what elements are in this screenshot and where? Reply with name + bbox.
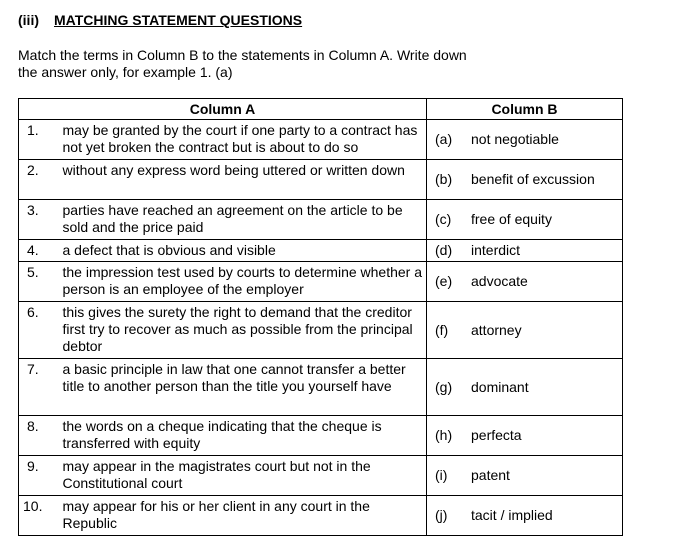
term-letter: (i) (435, 467, 448, 483)
section-heading (18, 12, 302, 28)
statement-number: 2. (19, 160, 45, 200)
statement-number: 1. (19, 120, 45, 160)
section-title: MATCHING STATEMENT QUESTIONS (54, 12, 303, 28)
table-row (19, 416, 623, 456)
table-row (19, 359, 623, 416)
statement-number: 5. (19, 262, 45, 302)
instructions (18, 47, 678, 81)
statement-text: may appear in the magistrates court but not in the Constitutional court (45, 456, 427, 496)
table-row (19, 302, 623, 359)
term-text: perfecta (471, 427, 522, 443)
statement-number: 10. (19, 496, 45, 536)
column-a-header: Column A (19, 99, 427, 120)
statement-number: 8. (19, 416, 45, 456)
term-cell (427, 496, 623, 536)
term-text: free of equity (471, 211, 552, 227)
term-cell (427, 302, 623, 359)
table-row (19, 240, 623, 262)
statement-number: 7. (19, 359, 45, 416)
term-text: not negotiable (471, 131, 559, 147)
table-row (19, 496, 623, 536)
table-row (19, 160, 623, 200)
matching-table (18, 98, 623, 536)
term-cell (427, 200, 623, 240)
term-text: attorney (471, 321, 522, 338)
statement-number: 6. (19, 302, 45, 359)
statement-text: a basic principle in law that one cannot transfer a better title to another person than the title you yourself have (45, 359, 427, 416)
term-text: dominant (471, 378, 529, 395)
term-cell (427, 359, 623, 416)
term-letter: (d) (435, 242, 453, 258)
term-letter: (e) (435, 273, 453, 289)
statement-number: 9. (19, 456, 45, 496)
term-letter: (b) (435, 171, 453, 187)
table-row (19, 200, 623, 240)
term-letter: (g) (435, 378, 453, 395)
term-cell (427, 120, 623, 160)
table-row (19, 262, 623, 302)
term-cell (427, 240, 623, 262)
statement-text: the words on a cheque indicating that the cheque is transferred with equity (45, 416, 427, 456)
term-cell (427, 456, 623, 496)
statement-number: 4. (19, 240, 45, 262)
term-cell (427, 262, 623, 302)
statement-text: this gives the surety the right to demand that the creditor first try to recover as much as possible from the principal debtor (45, 302, 427, 359)
term-cell (427, 160, 623, 200)
term-text: patent (471, 467, 510, 483)
statement-text: may appear for his or her client in any court in the Republic (45, 496, 427, 536)
term-text: interdict (471, 242, 521, 258)
term-text: benefit of excussion (471, 171, 595, 187)
term-text: advocate (471, 273, 528, 289)
table-row (19, 456, 623, 496)
column-b-header: Column B (427, 99, 623, 120)
instructions-line-1: Match the terms in Column B to the statements in Column A. Write down (18, 47, 467, 63)
term-letter: (c) (435, 211, 452, 227)
term-letter: (a) (435, 131, 453, 147)
term-letter: (j) (435, 507, 448, 523)
statement-text: a defect that is obvious and visible (45, 240, 427, 262)
instructions-line-2: the answer only, for example 1. (a) (18, 64, 233, 80)
table-row (19, 120, 623, 160)
term-cell (427, 416, 623, 456)
table-header-row (19, 99, 623, 120)
term-text: tacit / implied (471, 507, 553, 523)
statement-text: without any express word being uttered or written down (45, 160, 427, 200)
section-number: (iii) (18, 12, 39, 28)
term-letter: (f) (435, 321, 449, 338)
statement-text: the impression test used by courts to determine whether a person is an employee of the employer (45, 262, 427, 302)
term-letter: (h) (435, 427, 453, 443)
statement-text: may be granted by the court if one party to a contract has not yet broken the contract but is about to do so (45, 120, 427, 160)
statement-number: 3. (19, 200, 45, 240)
statement-text: parties have reached an agreement on the article to be sold and the price paid (45, 200, 427, 240)
